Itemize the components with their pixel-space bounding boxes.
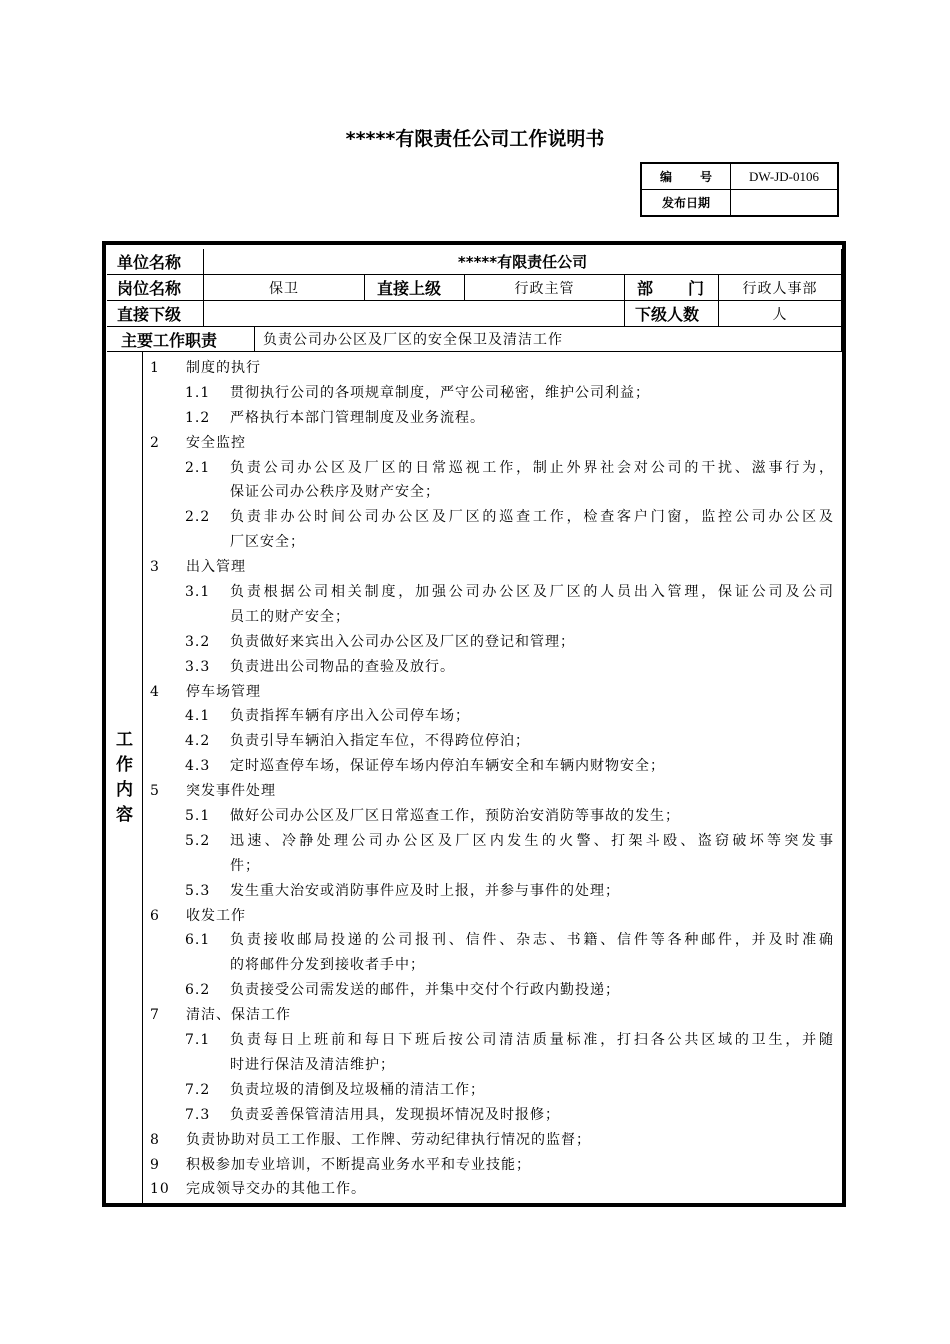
item-number: 4.3 [185,758,211,775]
list-item [150,1028,838,1053]
sub-count-label: 下级人数 [625,301,719,327]
item-number: 5.2 [185,832,211,849]
list-item [150,381,838,406]
list-item [150,630,838,655]
section-title: 积极参加专业培训，不断提高业务水平和专业技能； [186,1156,531,1173]
list-item [150,1078,838,1103]
item-text: 负责接受公司需发送的邮件，并集中交付个行政内勤投递； [230,982,620,999]
item-text: 负责每日上班前和每日下班后按公司清洁质量标准，打扫各公共区域的卫生，并随 [230,1032,834,1049]
list-item [150,829,838,854]
item-number: 3.1 [185,584,211,601]
section-title: 安全监控 [186,434,246,451]
section-title: 突发事件处理 [186,783,276,800]
code-label-1: 编 [660,170,673,184]
item-number: 5.1 [185,808,211,825]
section-heading [150,1128,838,1153]
list-item [150,456,838,481]
item-text: 负责非办公时间公司办公区及厂区的巡查工作，检查客户门窗，监控公司办公区及 [230,509,834,526]
list-item [150,406,838,431]
item-number: 1.2 [185,409,211,426]
item-text: 负责接收邮局投递的公司报刊、信件、杂志、书籍、信件等各种邮件，并及时准确 [230,932,834,949]
item-number: 7.1 [185,1032,211,1049]
item-number: 1.1 [185,384,211,401]
list-item [150,505,838,530]
section-heading [150,779,838,804]
work-label-char: 工 [116,730,133,750]
section-title: 停车场管理 [186,683,261,700]
section-number: 7 [150,1007,160,1024]
dept-value: 行政人事部 [719,275,842,301]
section-number: 2 [150,434,160,451]
work-content-list [150,356,838,1202]
section-heading [150,1153,838,1178]
item-number: 6.2 [185,982,211,999]
section-title: 出入管理 [186,559,246,576]
section-heading [150,431,838,456]
item-text: 发生重大治安或消防事件应及时上报，并参与事件的处理； [230,882,620,899]
section-heading [150,555,838,580]
list-item [150,978,838,1003]
unit-label: 单位名称 [107,249,204,275]
code-label [641,163,731,190]
date-label: 发布日期 [641,190,731,217]
item-number: 6.1 [185,932,211,949]
item-text: 的将邮件分发到接收者手中； [230,957,425,974]
list-item-continuation [150,854,838,879]
item-number: 7.3 [185,1106,211,1123]
unit-value: *****有限责任公司 [204,249,842,275]
item-text: 负责公司办公区及厂区的日常巡视工作，制止外界社会对公司的干扰、滋事行为， [230,459,834,476]
item-number: 4.2 [185,733,211,750]
work-label-char: 作 [116,755,133,775]
item-number: 4.1 [185,708,211,725]
dept-label [625,275,719,301]
item-text: 做好公司办公区及厂区日常巡查工作，预防治安消防等事故的发生； [230,808,680,825]
section-number: 1 [150,360,160,376]
list-item [150,655,838,680]
item-text: 负责进出公司物品的查验及放行。 [230,658,455,675]
item-text: 件； [230,857,260,874]
list-item [150,1103,838,1128]
item-text: 定时巡查停车场，保证停车场内停泊车辆安全和车辆内财物安全； [230,758,665,775]
work-label-char: 内 [116,780,133,800]
section-heading [150,680,838,705]
list-item [150,928,838,953]
work-label-char: 容 [116,805,133,825]
section-number: 4 [150,683,160,700]
superior-label: 直接上级 [365,275,465,301]
section-heading [150,1003,838,1028]
list-item [150,879,838,904]
list-item-continuation [150,953,838,978]
post-value: 保卫 [204,275,365,301]
item-text: 负责引导车辆泊入指定车位，不得跨位停泊； [230,733,530,750]
item-number: 2.2 [185,509,211,526]
section-number: 9 [150,1156,160,1173]
sub-count-value: 人 [719,301,842,327]
section-number: 3 [150,559,160,576]
section-title: 收发工作 [186,907,246,924]
duty-label: 主要工作职责 [107,327,255,352]
list-item-continuation [150,1053,838,1078]
list-item [150,804,838,829]
section-number: 6 [150,907,160,924]
subordinate-value [204,301,625,327]
list-item [150,704,838,729]
code-value: DW-JD-0106 [731,163,839,190]
page-title: *****有限责任公司工作说明书 [345,128,605,150]
section-number: 5 [150,783,160,800]
section-number: 8 [150,1131,160,1148]
item-text: 厂区安全； [230,534,305,551]
item-number: 3.2 [185,633,211,650]
item-number: 5.3 [185,882,211,899]
date-value [731,190,839,217]
item-text: 时进行保洁及清洁维护； [230,1056,395,1073]
list-item [150,754,838,779]
section-heading [150,1177,838,1202]
item-text: 员工的财产安全； [230,608,350,625]
item-text: 迅速、冷静处理公司办公区及厂区内发生的火警、打架斗殴、盗窃破坏等突发事 [230,832,834,849]
section-title: 完成领导交办的其他工作。 [186,1181,366,1198]
superior-value: 行政主管 [465,275,625,301]
section-heading [150,356,838,381]
duty-value: 负责公司办公区及厂区的安全保卫及清洁工作 [255,327,842,352]
dept-label-2: 门 [687,279,704,298]
work-content-label [107,352,143,1204]
dept-label-1: 部 [637,279,654,298]
item-text: 负责根据公司相关制度，加强公司办公区及厂区的人员出入管理，保证公司及公司 [230,584,834,601]
item-text: 负责妥善保管清洁用具，发现损坏情况及时报修； [230,1106,560,1123]
subordinate-label: 直接下级 [107,301,204,327]
item-text: 负责做好来宾出入公司办公区及厂区的登记和管理； [230,633,575,650]
section-number: 10 [150,1181,170,1198]
list-item-continuation [150,605,838,630]
item-text: 严格执行本部门管理制度及业务流程。 [230,409,485,426]
section-title: 清洁、保洁工作 [186,1007,291,1024]
item-number: 2.1 [185,459,211,476]
list-item [150,729,838,754]
item-text: 负责指挥车辆有序出入公司停车场； [230,708,470,725]
section-title: 负责协助对员工工作服、工作牌、劳动纪律执行情况的监督； [186,1131,591,1148]
doc-meta-table [640,162,839,217]
item-text: 负责垃圾的清倒及垃圾桶的清洁工作； [230,1081,485,1098]
list-item-continuation [150,530,838,555]
list-item-continuation [150,480,838,505]
post-label: 岗位名称 [107,275,204,301]
section-heading [150,904,838,929]
item-number: 7.2 [185,1081,211,1098]
item-text: 贯彻执行公司的各项规章制度，严守公司秘密，维护公司利益； [230,384,650,401]
item-number: 3.3 [185,658,211,675]
list-item [150,580,838,605]
section-title: 制度的执行 [186,360,261,376]
item-text: 保证公司办公秩序及财产安全； [230,484,440,501]
code-label-2: 号 [699,170,712,184]
